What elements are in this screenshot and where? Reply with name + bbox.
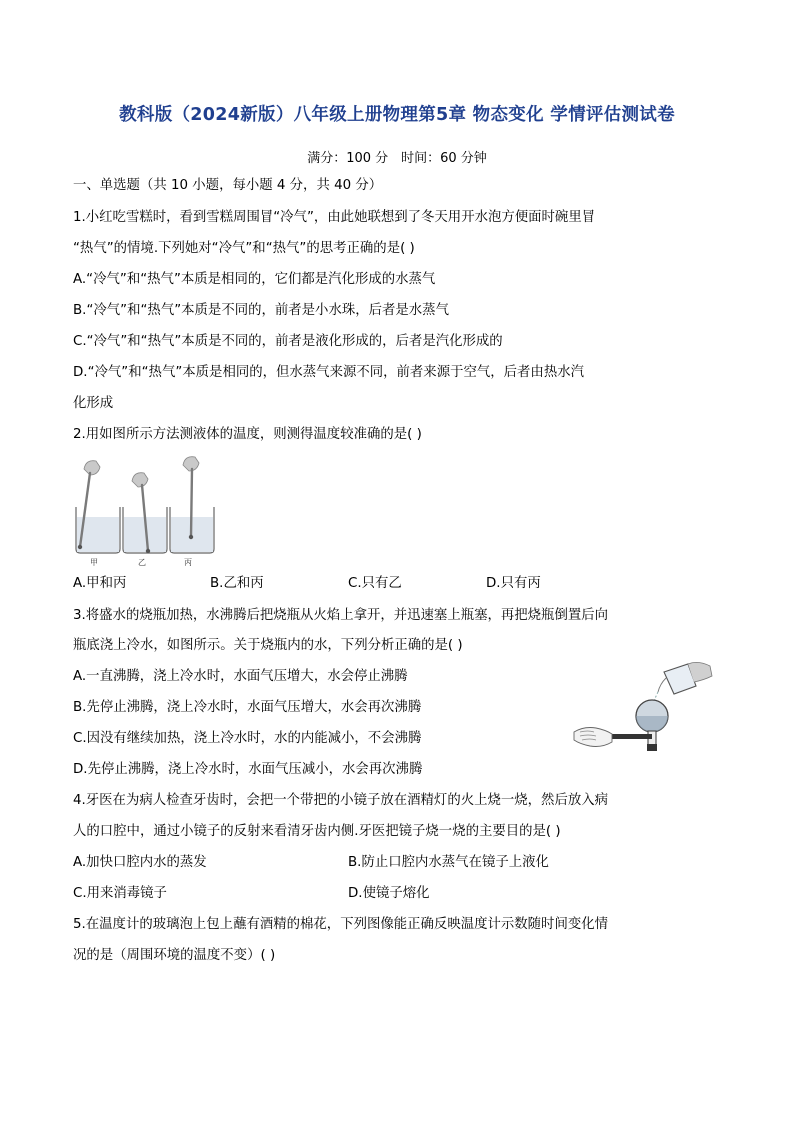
q4-stem-line1: 4.牙医在为病人检查牙齿时，会把一个带把的小镜子放在酒精灯的火上烧一烧，然后放入病 <box>73 793 609 808</box>
q2-option-a: A.甲和丙 <box>73 576 127 591</box>
q1-option-d-line1: D.“冷气”和“热气”本质是相同的，但水蒸气来源不同，前者来源于空气，后者由热水汽 <box>73 365 584 380</box>
thermometer-beakers-figure <box>70 455 220 567</box>
figure-label-jia: 甲 <box>90 558 98 567</box>
q1-option-a: A.“冷气”和“热气”本质是相同的，它们都是汽化形成的水蒸气 <box>73 272 436 287</box>
figure-label-yi: 乙 <box>138 558 146 567</box>
thermometer-icon <box>191 469 192 537</box>
q3-option-d: D.先停止沸腾，浇上冷水时，水面气压减小，水会再次沸腾 <box>73 762 423 777</box>
hand-icon <box>132 473 148 487</box>
hand-icon <box>574 728 612 747</box>
hand-icon <box>84 461 100 475</box>
q1-stem-line2: “热气”的情境.下列她对“冷气”和“热气”的思考正确的是( ) <box>73 241 415 256</box>
figure-label-bing: 丙 <box>184 558 192 567</box>
q3-option-b: B.先停止沸腾，浇上冷水时，水面气压增大，水会再次沸腾 <box>73 700 422 715</box>
q3-option-a: A.一直沸腾，浇上冷水时，水面气压增大，水会停止沸腾 <box>73 669 408 684</box>
q1-option-d-line2: 化形成 <box>73 396 114 411</box>
q3-stem-line2: 瓶底浇上冷水，如图所示。关于烧瓶内的水，下列分析正确的是( ) <box>73 638 463 653</box>
q1-stem-line1: 1.小红吃雪糕时，看到雪糕周围冒“冷气”，由此她联想到了冬天用开水泡方便面时碗里冒 <box>73 210 596 225</box>
exam-info: 满分：100 分 时间：60 分钟 <box>307 151 487 166</box>
q5-stem-line2: 况的是（周围环境的温度不变）( ) <box>73 948 276 963</box>
q3-stem-line1: 3.将盛水的烧瓶加热，水沸腾后把烧瓶从火焰上拿开，并迅速塞上瓶塞，再把烧瓶倒置后向 <box>73 608 609 623</box>
q4-option-d: D.使镜子熔化 <box>348 886 430 901</box>
q2-option-d: D.只有丙 <box>486 576 541 591</box>
section-heading: 一、单选题（共 10 小题，每小题 4 分，共 40 分） <box>73 178 383 193</box>
q2-option-c: C.只有乙 <box>348 576 402 591</box>
flask-icon <box>636 700 668 751</box>
pouring-beaker-icon <box>658 662 712 694</box>
clamp-icon <box>608 734 652 739</box>
q4-option-c: C.用来消毒镜子 <box>73 886 167 901</box>
q3-option-c: C.因没有继续加热，浇上冷水时，水的内能减小，不会沸腾 <box>73 731 422 746</box>
inverted-flask-figure <box>570 660 715 760</box>
q4-option-b: B.防止口腔内水蒸气在镜子上液化 <box>348 855 549 870</box>
q4-option-a: A.加快口腔内水的蒸发 <box>73 855 207 870</box>
q2-stem: 2.用如图所示方法测液体的温度，则测得温度较准确的是( ) <box>73 427 422 442</box>
q4-stem-line2: 人的口腔中，通过小镜子的反射来看清牙齿内侧.牙医把镜子烧一烧的主要目的是( ) <box>73 824 561 839</box>
q1-option-c: C.“冷气”和“热气”本质是不同的，前者是液化形成的，后者是汽化形成的 <box>73 334 503 349</box>
q1-option-b: B.“冷气”和“热气”本质是不同的，前者是小水珠，后者是水蒸气 <box>73 303 449 318</box>
q5-stem-line1: 5.在温度计的玻璃泡上包上蘸有酒精的棉花，下列图像能正确反映温度计示数随时间变化情 <box>73 917 609 932</box>
q2-option-b: B.乙和丙 <box>210 576 264 591</box>
page-title: 教科版（2024新版）八年级上册物理第5章 物态变化 学情评估测试卷 <box>119 105 675 125</box>
